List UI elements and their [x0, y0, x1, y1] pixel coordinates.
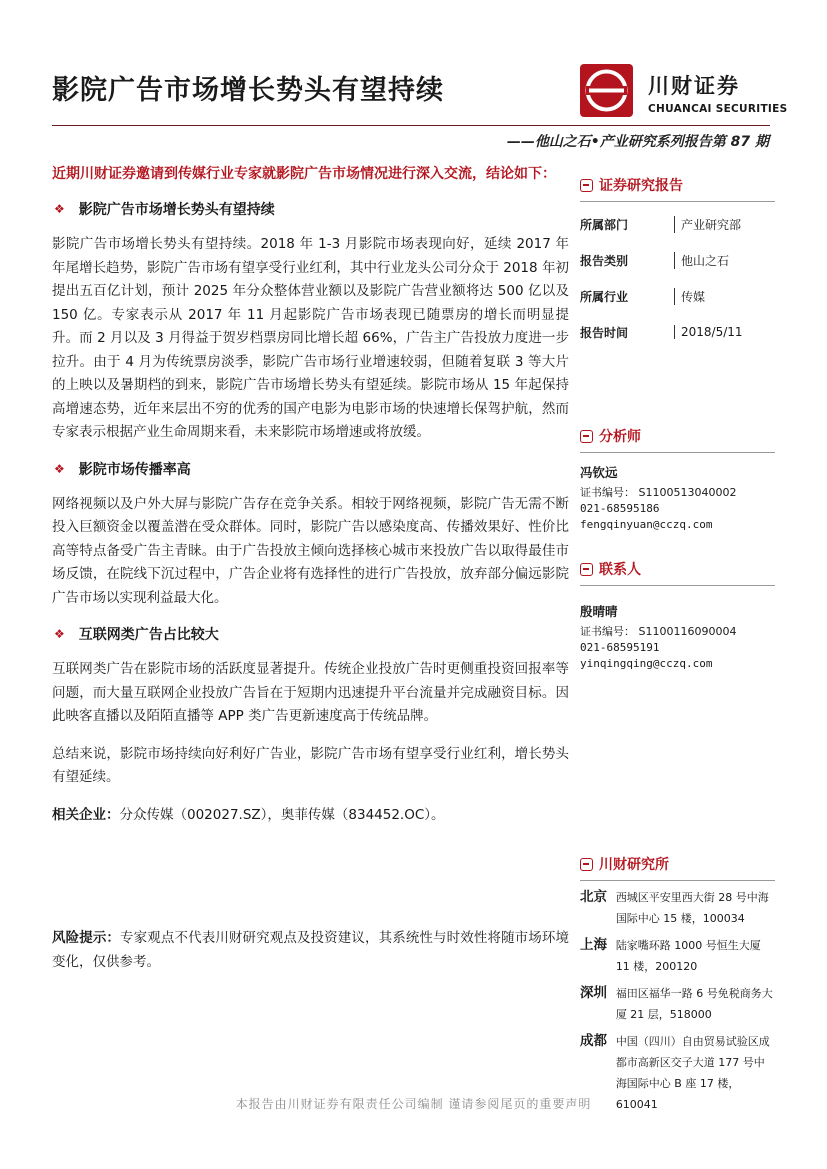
- risk-notice: [52, 927, 569, 974]
- office-city: 北京: [580, 889, 607, 905]
- institute-heading-text: 川财研究所: [599, 857, 669, 873]
- footer-disclaimer: 本报告由川财证券有限责任公司编制 谨请参阅尾页的重要声明: [235, 1097, 592, 1111]
- info-row: [580, 288, 775, 304]
- risk-label: 风险提示：: [52, 930, 121, 946]
- sidebar: [580, 175, 775, 1115]
- header-rule: [52, 125, 770, 126]
- analyst-email[interactable]: fengqinyuan@cczq.com: [580, 518, 713, 531]
- office-entry: [580, 983, 775, 1025]
- report-info-heading-text: 证券研究报告: [599, 178, 683, 194]
- related-label: 相关企业：: [52, 806, 120, 823]
- office-address: 中国（四川）自由贸易试验区成都市高新区交子大道 177 号中海国际中心 B 座 17 楼，610041: [615, 1035, 770, 1111]
- info-value: 2018/5/11: [674, 325, 743, 339]
- section-heading: [52, 624, 569, 644]
- diamond-bullet-icon: ❖: [54, 202, 65, 216]
- analyst-phone: 021-68595186: [580, 502, 660, 515]
- brand-name-cn: 川财证券: [648, 74, 740, 98]
- section-marker-icon: [580, 563, 593, 576]
- institute-heading: [580, 854, 775, 874]
- info-row: [580, 252, 775, 268]
- summary-paragraph: 总结来说，影院市场持续向好利好广告业，影院广告市场有望享受行业红利，增长势头有望延续。: [52, 745, 569, 785]
- report-title: 影院广告市场增长势头有望持续: [52, 75, 444, 106]
- info-value: 他山之石: [674, 252, 729, 269]
- info-row: [580, 216, 775, 232]
- office-address: 西城区平安里西大街 28 号中海国际中心 15 楼，100034: [615, 891, 769, 925]
- intro-text: 近期川财证券邀请到传媒行业专家就影院广告市场情况进行深入交流，结论如下：: [52, 166, 556, 182]
- section-marker-icon: [580, 179, 593, 192]
- chuancai-logo-icon: [580, 64, 633, 117]
- analyst-heading-text: 分析师: [599, 429, 641, 445]
- office-address: 福田区福华一路 6 号免税商务大厦 21 层，518000: [615, 987, 773, 1021]
- section-marker-icon: [580, 430, 593, 443]
- office-city: 上海: [580, 937, 607, 953]
- info-value: 传媒: [674, 288, 705, 305]
- contact-heading: [580, 559, 775, 579]
- contact-heading-text: 联系人: [599, 562, 641, 578]
- analyst-heading: [580, 426, 775, 446]
- info-row: [580, 324, 775, 340]
- related-companies: [52, 804, 569, 828]
- main-content: [52, 163, 569, 988]
- section-heading: [52, 459, 569, 479]
- office-city: 深圳: [580, 985, 607, 1001]
- office-entry: [580, 935, 775, 977]
- diamond-bullet-icon: ❖: [54, 627, 65, 641]
- section-paragraph: 互联网类广告在影院市场的活跃度显著提升。传统企业投放广告时更侧重投资回报率等问题，而大量互联网企业投放广告旨在于短期内迅速提升平台流量并完成融资目标。因此映客直播以及陌陌直播等 APP 类广告更新速度高于传统品牌。: [52, 661, 569, 724]
- office-address: 陆家嘴环路 1000 号恒生大厦 11 楼，200120: [615, 939, 761, 973]
- diamond-bullet-icon: ❖: [54, 461, 65, 476]
- office-city: 成都: [580, 1033, 607, 1049]
- report-info-heading: [580, 175, 775, 195]
- contact-cert: 证书编号： S1100116090004: [580, 625, 737, 638]
- section-paragraph: 网络视频以及户外大屏与影院广告存在竞争关系。相较于网络视频，影院广告无需不断投入巨额资金以覆盖潜在受众群体。同时，影院广告以感染度高、传播效果好、性价比高等特点备受广告主青睐。由于广告投放主倾向选择核心城市来投放广告以取得最佳市场反馈，在院线下沉过程中，广告企业将有选择性的进行广告投放，放弃部分偏远影院广告市场以实现利益最大化。: [52, 495, 569, 606]
- office-entry: [580, 887, 775, 929]
- section-heading-text: 影院广告市场增长势头有望持续: [78, 202, 275, 218]
- info-key: 报告类别: [580, 253, 629, 268]
- contact-email[interactable]: yinqingqing@cczq.com: [580, 657, 713, 670]
- section-heading-text: 影院市场传播率高: [78, 461, 191, 478]
- divider: [580, 585, 775, 586]
- section-heading: [52, 199, 569, 219]
- contact-name: 殷晴晴: [580, 604, 618, 619]
- contact-phone: 021-68595191: [580, 641, 660, 654]
- info-key: 所属部门: [580, 217, 629, 232]
- info-value: 产业研究部: [674, 216, 741, 233]
- info-key: 所属行业: [580, 289, 629, 304]
- analyst-cert: 证书编号： S1100513040002: [580, 486, 737, 499]
- series-subtitle: ——他山之石•产业研究系列报告第 87 期: [506, 134, 769, 150]
- section-marker-icon: [580, 858, 593, 871]
- analyst-name: 冯钦远: [580, 465, 618, 480]
- related-text: 分众传媒（002027.SZ），奥菲传媒（834452.OC）。: [119, 806, 445, 823]
- divider: [580, 201, 775, 202]
- risk-text: 专家观点不代表川财研究观点及投资建议，其系统性与时效性将随市场环境变化，仅供参考。: [52, 930, 570, 970]
- section-paragraph: 影院广告市场增长势头有望持续。2018 年 1-3 月影院市场表现向好，延续 2017 年年尾增长趋势，影院广告市场有望享受行业红利，其中行业龙头公司分众于 2018 年初提出五百亿计划，预计 2025 年分众整体营业额以及影院广告营业额将达 500 亿以及 150 亿。专家表示从 2017 年 11 月起影院广告市场表现已随票房的增长而明显提升。而 2 月以及 3 月得益于贺岁档票房同比增长超 66%，广告主广告投放力度进一步拉升。由于 4 月为传统票房淡季，影院广告市场行业增速较弱，但随着复联 3 等大片的上映以及暑期档的到来，影院广告市场增长势头有望延续。影院市场从 15 年起保持高增速态势，近年来层出不穷的优秀的国产电影为电影市场的快速增长保驾护航，然而专家表示根据产业生命周期来看，未来影院市场增速或将放缓。: [52, 236, 569, 440]
- brand-name-en: CHUANCAI SECURITIES: [648, 103, 788, 115]
- info-key: 报告时间: [580, 325, 629, 340]
- section-heading-text: 互联网类广告占比较大: [78, 627, 219, 643]
- divider: [580, 452, 775, 453]
- divider: [580, 880, 775, 881]
